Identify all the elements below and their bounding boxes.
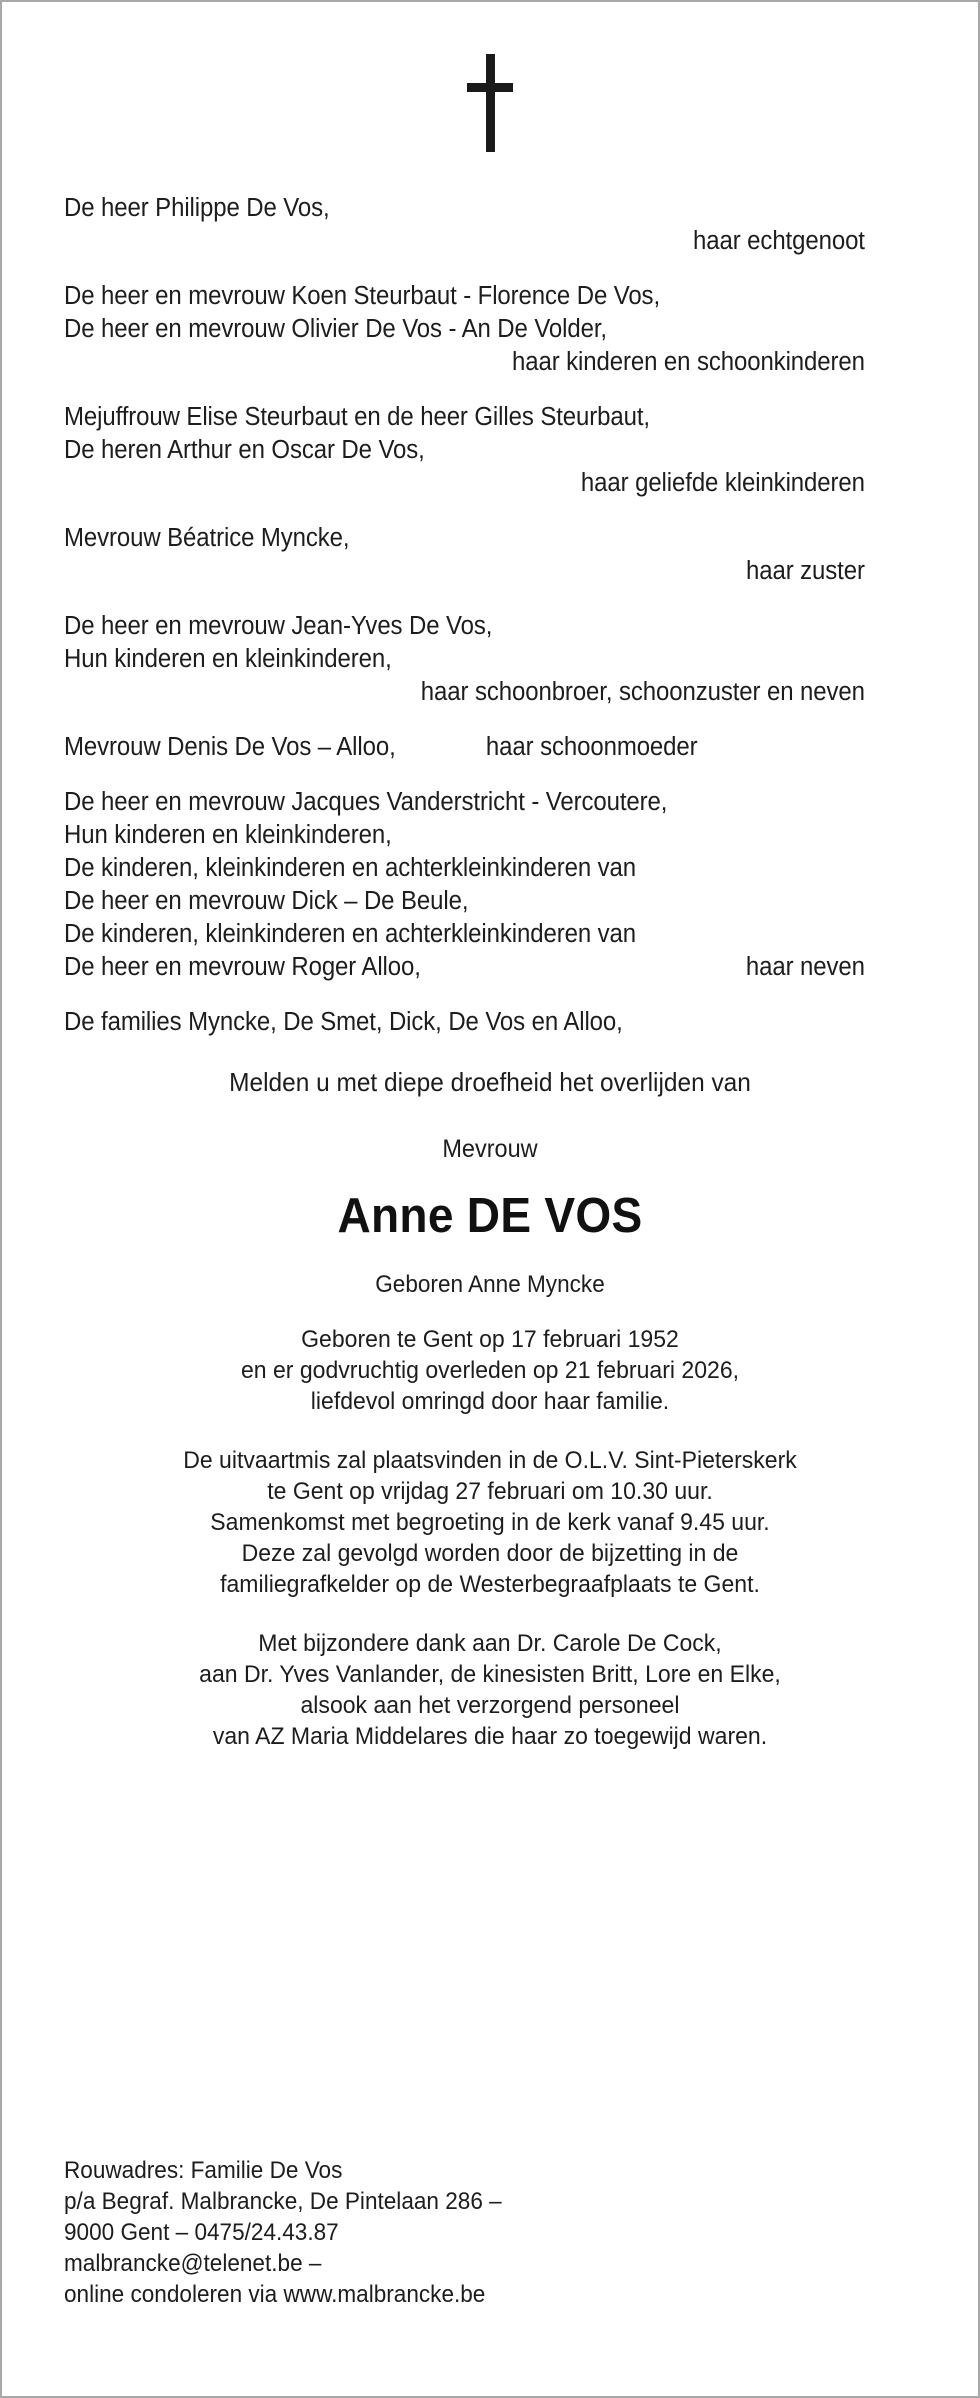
footer-line: p/a Begraf. Malbrancke, De Pintelaan 286 –: [64, 2188, 502, 2215]
kin-block: [64, 280, 865, 379]
kin-families-line: De families Myncke, De Smet, Dick, De Vos en Alloo,: [64, 1008, 623, 1036]
service-details: [90, 1445, 891, 1600]
kin-name-line: De heren Arthur en Oscar De Vos,: [64, 436, 425, 464]
footer-line: 9000 Gent – 0475/24.43.87: [64, 2219, 339, 2246]
kin-name-line: De heer en mevrouw Jean-Yves De Vos,: [64, 612, 493, 640]
deceased-name: Anne DE VOS: [337, 1189, 643, 1243]
service-line: te Gent op vrijdag 27 februari om 10.30 uur.: [267, 1478, 713, 1505]
surrounded-line: liefdevol omringd door haar familie.: [310, 1388, 670, 1415]
cross-horizontal-bar: [467, 83, 513, 92]
deceased-title: Mevrouw: [442, 1135, 538, 1163]
kin-name-line: De heer en mevrouw Olivier De Vos - An De Volder,: [64, 315, 607, 343]
kin-relation-line: haar schoonmoeder: [485, 733, 698, 761]
kin-name-line: De heer en mevrouw Dick – De Beule,: [64, 887, 469, 915]
kin-block: [64, 401, 865, 500]
kin-relation-line: haar schoonbroer, schoonzuster en neven: [420, 678, 865, 706]
kin-relation-line: haar geliefde kleinkinderen: [580, 469, 865, 497]
life-dates: [90, 1324, 891, 1417]
kin-name-line: Mevrouw Denis De Vos – Alloo,: [64, 733, 396, 761]
cross-vertical-bar: [486, 54, 495, 152]
kin-name-line: De heer en mevrouw Koen Steurbaut - Florence De Vos,: [64, 282, 661, 310]
announcement-section: [90, 1065, 891, 1752]
kin-name-line: De kinderen, kleinkinderen en achterkleinkinderen van: [64, 854, 636, 882]
kin-relation-line: haar zuster: [745, 557, 865, 585]
kin-name-line: De kinderen, kleinkinderen en achterkleinkinderen van: [64, 920, 636, 948]
kin-name-line: Hun kinderen en kleinkinderen,: [64, 821, 392, 849]
mourning-address-block: [64, 2155, 502, 2310]
kin-list: [64, 192, 865, 1039]
death-line: en er godvruchtig overleden op 21 februari 2026,: [240, 1357, 740, 1384]
kin-block: [64, 522, 865, 588]
kin-relation-line: haar kinderen en schoonkinderen: [511, 348, 865, 376]
kin-block: [64, 731, 865, 764]
latin-cross-icon: [467, 54, 513, 152]
deceased-maiden-name: Geboren Anne Myncke: [375, 1271, 605, 1298]
kin-block: [64, 1006, 865, 1039]
kin-name-line: De heer en mevrouw Roger Alloo,: [64, 953, 421, 981]
thanks-line: Met bijzondere dank aan Dr. Carole De Cock,: [258, 1630, 722, 1657]
service-line: Deze zal gevolgd worden door de bijzetting in de: [241, 1540, 739, 1567]
birth-line: Geboren te Gent op 17 februari 1952: [301, 1326, 679, 1353]
kin-name-line: De heer Philippe De Vos,: [64, 194, 330, 222]
footer-website-line[interactable]: online condoleren via www.malbrancke.be: [64, 2281, 486, 2308]
thanks-section: [90, 1628, 891, 1752]
kin-name-line: Hun kinderen en kleinkinderen,: [64, 645, 392, 673]
kin-name-line: Mevrouw Béatrice Myncke,: [64, 524, 350, 552]
kin-block: [64, 786, 865, 984]
thanks-line: van AZ Maria Middelares die haar zo toegewijd waren.: [212, 1723, 768, 1750]
service-line: familiegrafkelder op de Westerbegraafplaats te Gent.: [220, 1571, 760, 1598]
cross-symbol-container: [64, 2, 916, 192]
kin-name-line: Mejuffrouw Elise Steurbaut en de heer Gilles Steurbaut,: [64, 403, 650, 431]
footer-line: Rouwadres: Familie De Vos: [64, 2157, 343, 2184]
kin-block: [64, 192, 865, 258]
kin-relation-line: haar echtgenoot: [693, 227, 865, 255]
kin-name-line: De heer en mevrouw Jacques Vanderstricht - Vercoutere,: [64, 788, 668, 816]
thanks-line: aan Dr. Yves Vanlander, de kinesisten Britt, Lore en Elke,: [199, 1661, 781, 1688]
kin-inline-row: [64, 731, 865, 764]
kin-inline-row: [64, 951, 865, 984]
service-line: Samenkomst met begroeting in de kerk vanaf 9.45 uur.: [210, 1509, 770, 1536]
footer-email-line[interactable]: malbrancke@telenet.be –: [64, 2250, 322, 2277]
kin-block: [64, 610, 865, 709]
announcement-intro: Melden u met diepe droefheid het overlijden van: [229, 1067, 751, 1097]
service-line: De uitvaartmis zal plaatsvinden in de O.L.V. Sint-Pieterskerk: [183, 1447, 797, 1474]
kin-relation-line: haar neven: [745, 953, 865, 981]
thanks-line: alsook aan het verzorgend personeel: [300, 1692, 680, 1719]
